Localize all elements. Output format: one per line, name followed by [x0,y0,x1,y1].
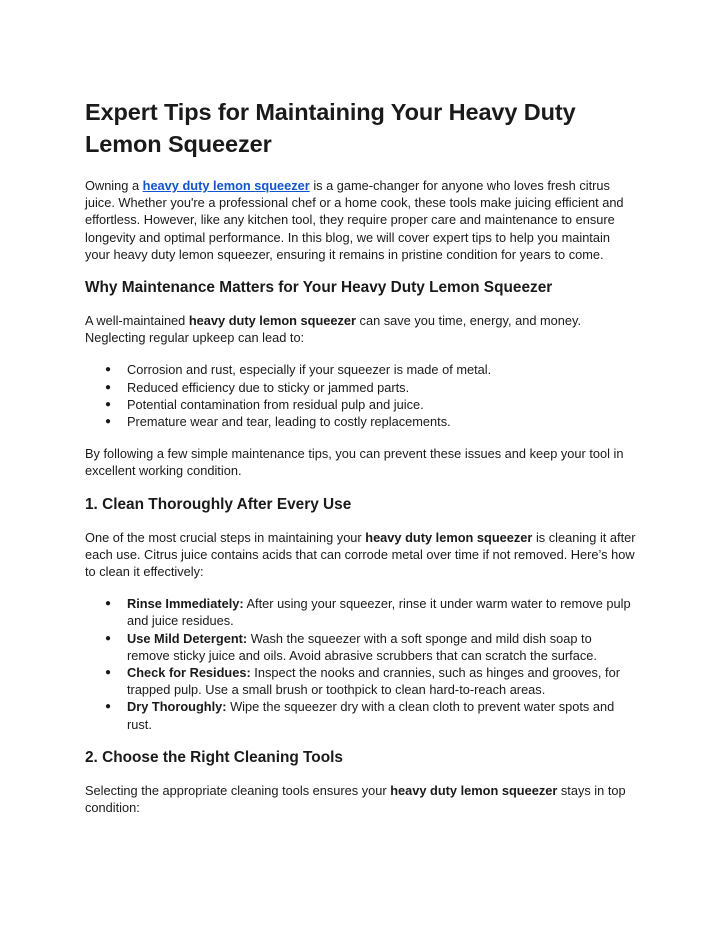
list-item-text: Wash the squeezer with a soft sponge and mild dish soap to remove sticky juice and oils. Avoid abrasive scrubbers that can scratch the surface. [127,630,597,663]
bullet-icon: ● [105,381,112,393]
bullet-icon: ● [105,667,112,679]
list-item [85,379,637,396]
intro-text-after: is a game-changer for anyone who loves fresh citrus juice. Whether you're a professional chef or a home cook, these tools make juicing efficient and effortless. However, like any kitchen tool, they require proper care and maintenance to ensure longevity and optimal performance. In this blog, we will cover expert tips to help you maintain your heavy duty lemon squeezer, ensuring it remains in pristine condition for years to come. [85,178,624,262]
page-title: Expert Tips for Maintaining Your Heavy Duty Lemon Squeezer [85,99,576,157]
section3-text-before: Selecting the appropriate cleaning tools ensures your [85,782,391,798]
bullet-icon: ● [105,598,112,610]
list-item-text: Reduced efficiency due to sticky or jammed parts. [127,379,410,395]
problems-list [85,361,637,430]
section2-bold-keyword: heavy duty lemon squeezer [365,529,533,545]
section2-paragraph [85,529,637,581]
section2-text-after: is cleaning it after each use. Citrus juice contains acids that can corrode metal over time if not removed. Here’s how to clean it effectively: [85,529,636,580]
section-heading-cleaning-tools: 2. Choose the Right Cleaning Tools [85,748,343,766]
list-item-text: Potential contamination from residual pulp and juice. [127,396,424,412]
list-item-text: Premature wear and tear, leading to costly replacements. [127,414,451,430]
section3-paragraph [85,782,637,816]
section-heading-clean-thoroughly: 1. Clean Thoroughly After Every Use [85,495,352,513]
bullet-icon: ● [105,416,112,428]
list-item-text: Inspect the nooks and crannies, such as hinges and grooves, for trapped pulp. Use a small brush or toothpick to clean hard-to-reach areas. [127,665,620,698]
list-item [85,396,637,413]
section1-text-before: A well-maintained [85,313,189,329]
list-item-label: Check for Residues: [127,665,251,681]
list-item-text: After using your squeezer, rinse it under warm water to remove pulp and juice residues. [127,596,631,629]
list-item [85,595,637,629]
cleaning-steps-list [85,595,637,733]
list-item-label: Dry Thoroughly: [127,699,227,715]
intro-paragraph [85,177,637,263]
section1-bold-keyword: heavy duty lemon squeezer [188,313,356,329]
section3-bold-keyword: heavy duty lemon squeezer [390,782,558,798]
list-item-label: Rinse Immediately: [127,596,244,612]
heavy-duty-lemon-squeezer-link[interactable]: heavy duty lemon squeezer [142,178,310,193]
section1-paragraph [85,312,637,346]
list-item [85,413,637,430]
list-item-text: Corrosion and rust, especially if your squeezer is made of metal. [127,362,492,378]
section3-text-after: stays in top condition: [85,782,626,816]
bullet-icon: ● [105,701,112,713]
list-item [85,698,637,732]
list-item-label: Use Mild Detergent: [127,630,248,646]
section-heading-why-maintenance: Why Maintenance Matters for Your Heavy Duty Lemon Squeezer [85,279,553,297]
list-item [85,630,637,664]
intro-text-before: Owning a [85,178,143,193]
list-item-text: Wipe the squeezer dry with a clean cloth to prevent water spots and rust. [127,699,615,732]
list-item [85,664,637,698]
section2-text-before: One of the most crucial steps in maintaining your [85,529,366,545]
section1-closing-paragraph: By following a few simple maintenance tips, you can prevent these issues and keep your tool in excellent working condition. [85,446,624,479]
section1-text-after: can save you time, energy, and money. Neglecting regular upkeep can lead to: [85,313,582,346]
list-item [85,361,637,378]
bullet-icon: ● [105,364,112,376]
document-content [85,96,637,831]
bullet-icon: ● [105,632,112,644]
bullet-icon: ● [105,398,112,410]
